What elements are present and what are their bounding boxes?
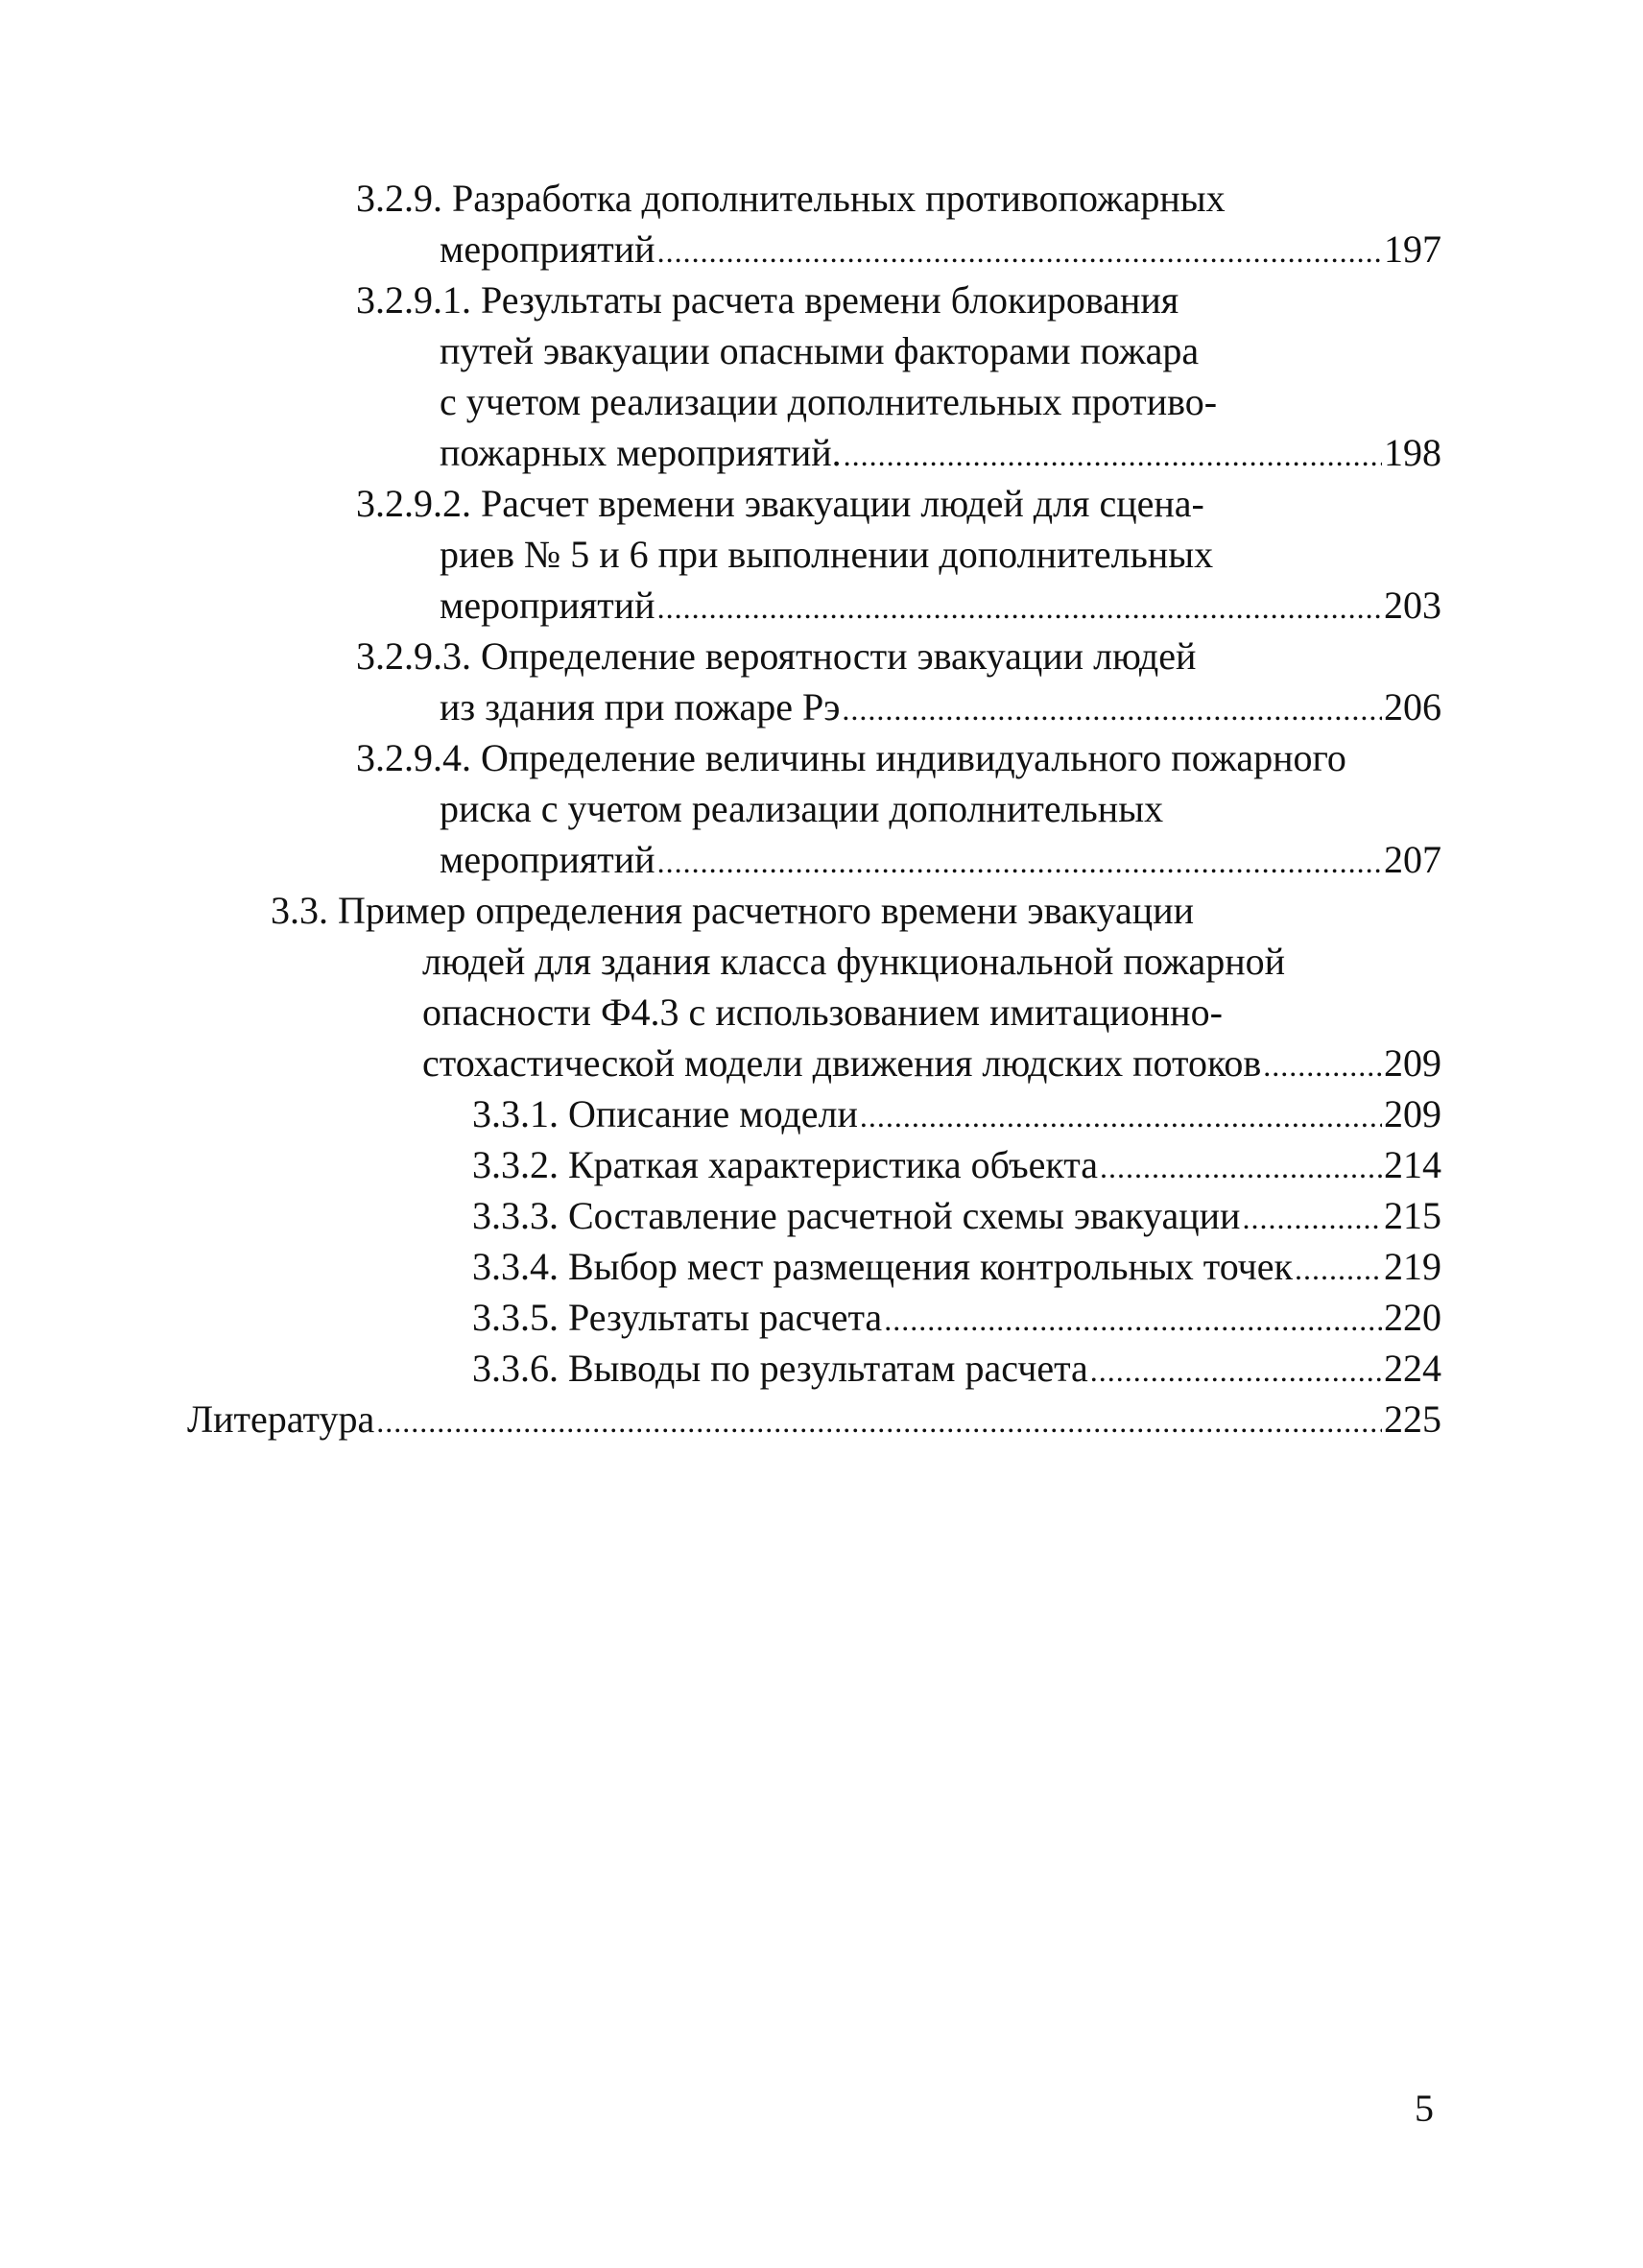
toc-entry bbox=[187, 732, 1441, 783]
toc-entry bbox=[187, 529, 1441, 580]
dot-leader bbox=[376, 1397, 1382, 1447]
toc-entry bbox=[187, 427, 1441, 478]
dot-leader bbox=[844, 430, 1382, 481]
toc-entry bbox=[187, 936, 1441, 987]
page-number: 5 bbox=[1415, 2087, 1434, 2130]
toc-entry bbox=[187, 783, 1441, 834]
toc-entry-page: 209 bbox=[1384, 1041, 1441, 1085]
dot-leader bbox=[1242, 1193, 1382, 1244]
toc-entry-page: 209 bbox=[1384, 1092, 1441, 1135]
dot-leader bbox=[1100, 1142, 1382, 1193]
toc-entry-text: стохастической модели движения людских потоков bbox=[422, 1041, 1262, 1085]
toc-entry bbox=[187, 681, 1441, 732]
toc-entry bbox=[187, 1292, 1441, 1343]
toc-entry-text: 3.3. Пример определения расчетного времени эвакуации bbox=[271, 889, 1195, 932]
toc-entry-page: 214 bbox=[1384, 1143, 1441, 1186]
toc-entry-text: 3.2.9.4. Определение величины индивидуального пожарного bbox=[356, 736, 1346, 779]
toc-entry bbox=[187, 1241, 1441, 1292]
toc-entry-page: 220 bbox=[1384, 1296, 1441, 1339]
toc-entry bbox=[187, 1394, 1441, 1444]
toc-entry-page: 206 bbox=[1384, 685, 1441, 728]
toc-entry-page: 215 bbox=[1384, 1194, 1441, 1237]
toc-entry bbox=[187, 631, 1441, 681]
toc-entry-text: 3.3.1. Описание модели bbox=[472, 1092, 858, 1135]
toc-entry-page: 224 bbox=[1384, 1347, 1441, 1390]
toc-entry-page: 225 bbox=[1384, 1397, 1441, 1441]
toc-entry-text: 3.2.9.1. Результаты расчета времени блокирования bbox=[356, 278, 1179, 322]
toc-entry-text: из здания при пожаре Pэ bbox=[440, 685, 841, 728]
dot-leader bbox=[1295, 1244, 1382, 1295]
dot-leader bbox=[657, 583, 1382, 633]
toc-entry-page: 198 bbox=[1384, 431, 1441, 474]
toc-entry bbox=[187, 885, 1441, 936]
dot-leader bbox=[1263, 1040, 1382, 1091]
toc-entry-text: 3.2.9.2. Расчет времени эвакуации людей для сцена- bbox=[356, 482, 1204, 525]
dot-leader bbox=[860, 1091, 1382, 1142]
toc-entry bbox=[187, 224, 1441, 275]
table-of-contents bbox=[187, 173, 1441, 1444]
toc-entry-page: 207 bbox=[1384, 838, 1441, 881]
dot-leader bbox=[884, 1295, 1382, 1346]
toc-entry-text: 3.3.5. Результаты расчета bbox=[472, 1296, 883, 1339]
toc-entry bbox=[187, 478, 1441, 529]
toc-entry bbox=[187, 580, 1441, 631]
toc-entry-text: с учетом реализации дополнительных противо- bbox=[440, 380, 1218, 423]
toc-entry bbox=[187, 1088, 1441, 1139]
toc-entry-text: 3.3.2. Краткая характеристика объекта bbox=[472, 1143, 1099, 1186]
toc-entry-text: 3.2.9.3. Определение вероятности эвакуации людей bbox=[356, 634, 1197, 678]
toc-entry bbox=[187, 376, 1441, 427]
toc-entry bbox=[187, 1190, 1441, 1241]
toc-entry-text: 3.3.3. Составление расчетной схемы эвакуации bbox=[472, 1194, 1241, 1237]
toc-entry-text: 3.2.9. Разработка дополнительных противопожарных bbox=[356, 177, 1226, 220]
toc-entry-text: мероприятий bbox=[440, 838, 655, 881]
toc-entry bbox=[187, 173, 1441, 224]
toc-entry bbox=[187, 275, 1441, 325]
toc-entry-text: пожарных мероприятий. bbox=[440, 431, 842, 474]
dot-leader bbox=[657, 837, 1382, 888]
toc-entry-page: 203 bbox=[1384, 584, 1441, 627]
toc-entry bbox=[187, 1343, 1441, 1394]
toc-entry bbox=[187, 325, 1441, 376]
toc-entry-text: 3.3.4. Выбор мест размещения контрольных точек bbox=[472, 1245, 1293, 1288]
toc-entry bbox=[187, 1139, 1441, 1190]
toc-entry-text: опасности Ф4.3 с использованием имитационно- bbox=[422, 991, 1223, 1034]
toc-entry-page: 197 bbox=[1384, 227, 1441, 271]
toc-entry-text: путей эвакуации опасными факторами пожара bbox=[440, 329, 1200, 372]
toc-entry-text: людей для здания класса функциональной пожарной bbox=[422, 940, 1286, 983]
toc-entry bbox=[187, 987, 1441, 1038]
toc-entry-page: 219 bbox=[1384, 1245, 1441, 1288]
toc-entry-text: 3.3.6. Выводы по результатам расчета bbox=[472, 1347, 1088, 1390]
dot-leader bbox=[842, 684, 1382, 735]
toc-entry-text: риска с учетом реализации дополнительных bbox=[440, 787, 1164, 830]
toc-entry bbox=[187, 834, 1441, 885]
toc-entry-text: мероприятий bbox=[440, 584, 655, 627]
toc-entry-text: риев № 5 и 6 при выполнении дополнительных bbox=[440, 533, 1214, 576]
toc-entry bbox=[187, 1038, 1441, 1088]
toc-entry-text: Литература bbox=[187, 1397, 375, 1441]
dot-leader bbox=[657, 227, 1382, 277]
toc-entry-text: мероприятий bbox=[440, 227, 655, 271]
dot-leader bbox=[1090, 1346, 1382, 1397]
